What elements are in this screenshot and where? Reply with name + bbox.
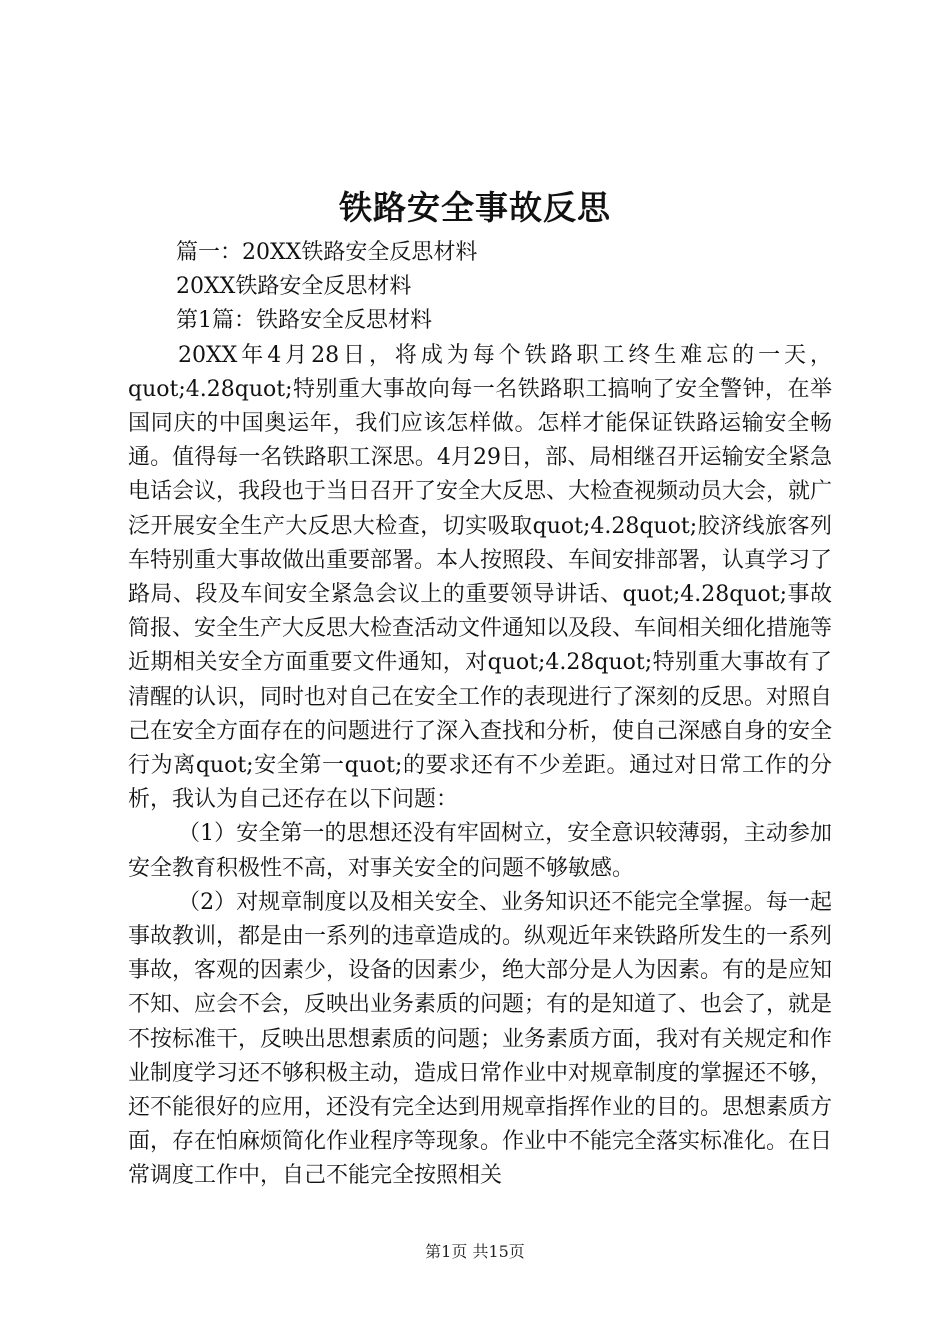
section-heading-3: 第1篇：铁路安全反思材料 bbox=[176, 308, 432, 334]
body-paragraph: （2）对规章制度以及相关安全、业务知识还不能完全掌握。每一起事故教训，都是由一系列的违章造成的。纵观近年来铁路所发生的一系列事故，客观的因素少，设备的因素少，绝大部分是人为因素。有的是应知不知、应会不会，反映出业务素质的问题；有的是知道了、也会了，就是不按标准干，反映出思想素质的问题；业务素质方面，我对有关规定和作业制度学习还不够积极主动，造成日常作业中对规章制度的掌握还不够，还不能很好的应用，还没有完全达到用规章指挥作业的目的。思想素质方面，存在怕麻烦简化作业程序等现象。作业中不能完全落实标准化。在日常调度工作中，自己不能完全按照相关 bbox=[128, 889, 833, 1189]
section-heading-1: 篇一：20XX铁路安全反思材料 bbox=[176, 240, 478, 265]
document-title: 铁路安全事故反思 bbox=[339, 188, 611, 227]
body-paragraph: （1）安全第一的思想还没有牢固树立，安全意识较薄弱，主动参加安全教育积极性不高，对事关安全的问题不够敏感。 bbox=[128, 821, 832, 881]
document-body bbox=[128, 236, 832, 1194]
section-heading-2: 20XX铁路安全反思材料 bbox=[176, 274, 412, 300]
body-paragraph: 20XX年4月28日，将成为每个铁路职工终生难忘的一天，quot;4.28quot;特别重大事故向每一名铁路职工搞响了安全警钟，在举国同庆的中国奥运年，我们应该怎样做。怎样才能保证铁路运输安全畅通。值得每一名铁路职工深思。4月29日，部、局相继召开运输安全紧急电话会议，我段也于当日召开了安全大反思、大检查视频动员大会，就广泛开展安全生产大反思大检查，切实吸取quot;4.28quot;胶济线旅客列车特别重大事故做出重要部署。本人按照段、车间安排部署，认真学习了路局、段及车间安全紧急会议上的重要领导讲话、quot;4.28quot;事故简报、安全生产大反思大检查活动文件通知以及段、车间相关细化措施等近期相关安全方面重要文件通知，对quot;4.28quot;特别重大事故有了清醒的认识，同时也对自己在安全工作的表现进行了深刻的反思。对照自己在安全方面存在的问题进行了深入查找和分析，使自己深感自身的安全行为离quot;安全第一quot;的要求还有不少差距。通过对日常工作的分析，我认为自己还存在以下问题： bbox=[128, 342, 833, 813]
page-number-footer: 第1页 共15页 bbox=[425, 1242, 525, 1261]
